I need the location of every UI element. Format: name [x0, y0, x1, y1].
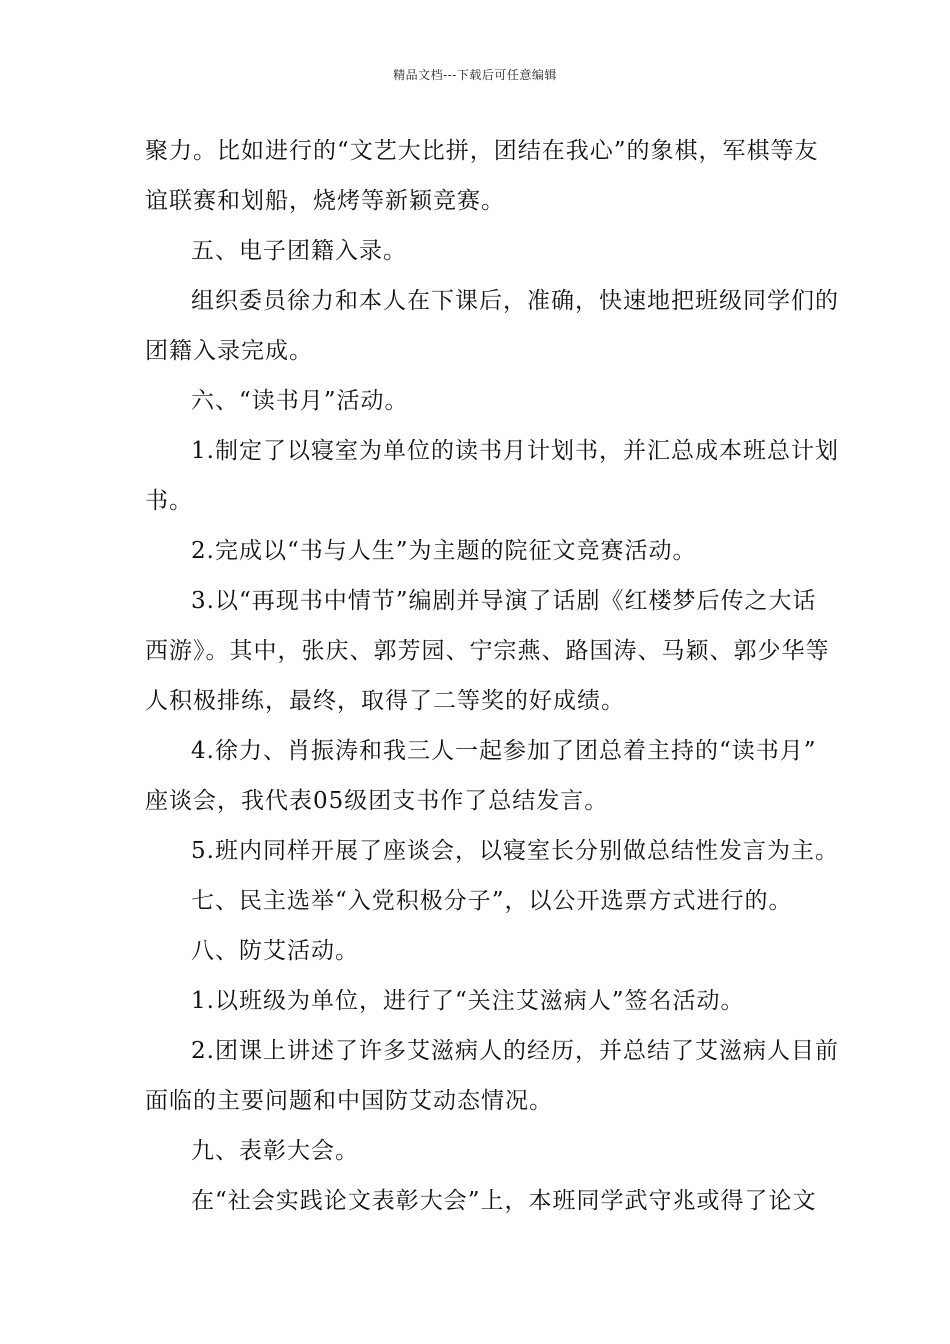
- body-line: 团籍入录完成。: [145, 338, 313, 364]
- section-heading: 九、表彰大会。: [191, 1138, 359, 1164]
- list-item: 5.班内同样开展了座谈会，以寝室长分别做总结性发言为主。: [191, 838, 839, 864]
- list-item: 2.团课上讲述了许多艾滋病人的经历，并总结了艾滋病人目前: [191, 1038, 839, 1064]
- body-line: 人积极排练，最终，取得了二等奖的好成绩。: [145, 688, 625, 714]
- list-item: 3.以“再现书中情节”编剧并导演了话剧《红楼梦后传之大话: [191, 588, 817, 614]
- page-header: 精品文档---下载后可任意编辑: [393, 68, 557, 82]
- body-line: 谊联赛和划船，烧烤等新颖竞赛。: [145, 188, 505, 214]
- body-line: 书。: [145, 488, 193, 514]
- list-item: 1.以班级为单位，进行了“关注艾滋病人”签名活动。: [191, 988, 745, 1014]
- body-line: 在“社会实践论文表彰大会”上，本班同学武守兆或得了论文: [191, 1188, 817, 1214]
- list-item: 1.制定了以寝室为单位的读书月计划书，并汇总成本班总计划: [191, 438, 839, 464]
- body-line: 座谈会，我代表05级团支书作了总结发言。: [145, 788, 609, 814]
- list-item: 4.徐力、肖振涛和我三人一起参加了团总着主持的“读书月”: [191, 738, 817, 764]
- section-heading: 七、民主选举“入党积极分子”，以公开选票方式进行的。: [191, 888, 793, 914]
- body-line: 组织委员徐力和本人在下课后，准确，快速地把班级同学们的: [191, 288, 839, 314]
- body-line: 西游》。其中，张庆、郭芳园、宁宗燕、路国涛、马颖、郭少华等: [145, 638, 830, 664]
- section-heading: 五、电子团籍入录。: [191, 238, 407, 264]
- section-heading: 六、“读书月”活动。: [191, 388, 409, 414]
- body-line: 聚力。比如进行的“文艺大比拼，团结在我心”的象棋，军棋等友: [145, 138, 819, 164]
- section-heading: 八、防艾活动。: [191, 938, 359, 964]
- list-item: 2.完成以“书与人生”为主题的院征文竞赛活动。: [191, 538, 697, 564]
- document-body: [145, 126, 839, 1226]
- body-line: 面临的主要问题和中国防艾动态情况。: [145, 1088, 553, 1114]
